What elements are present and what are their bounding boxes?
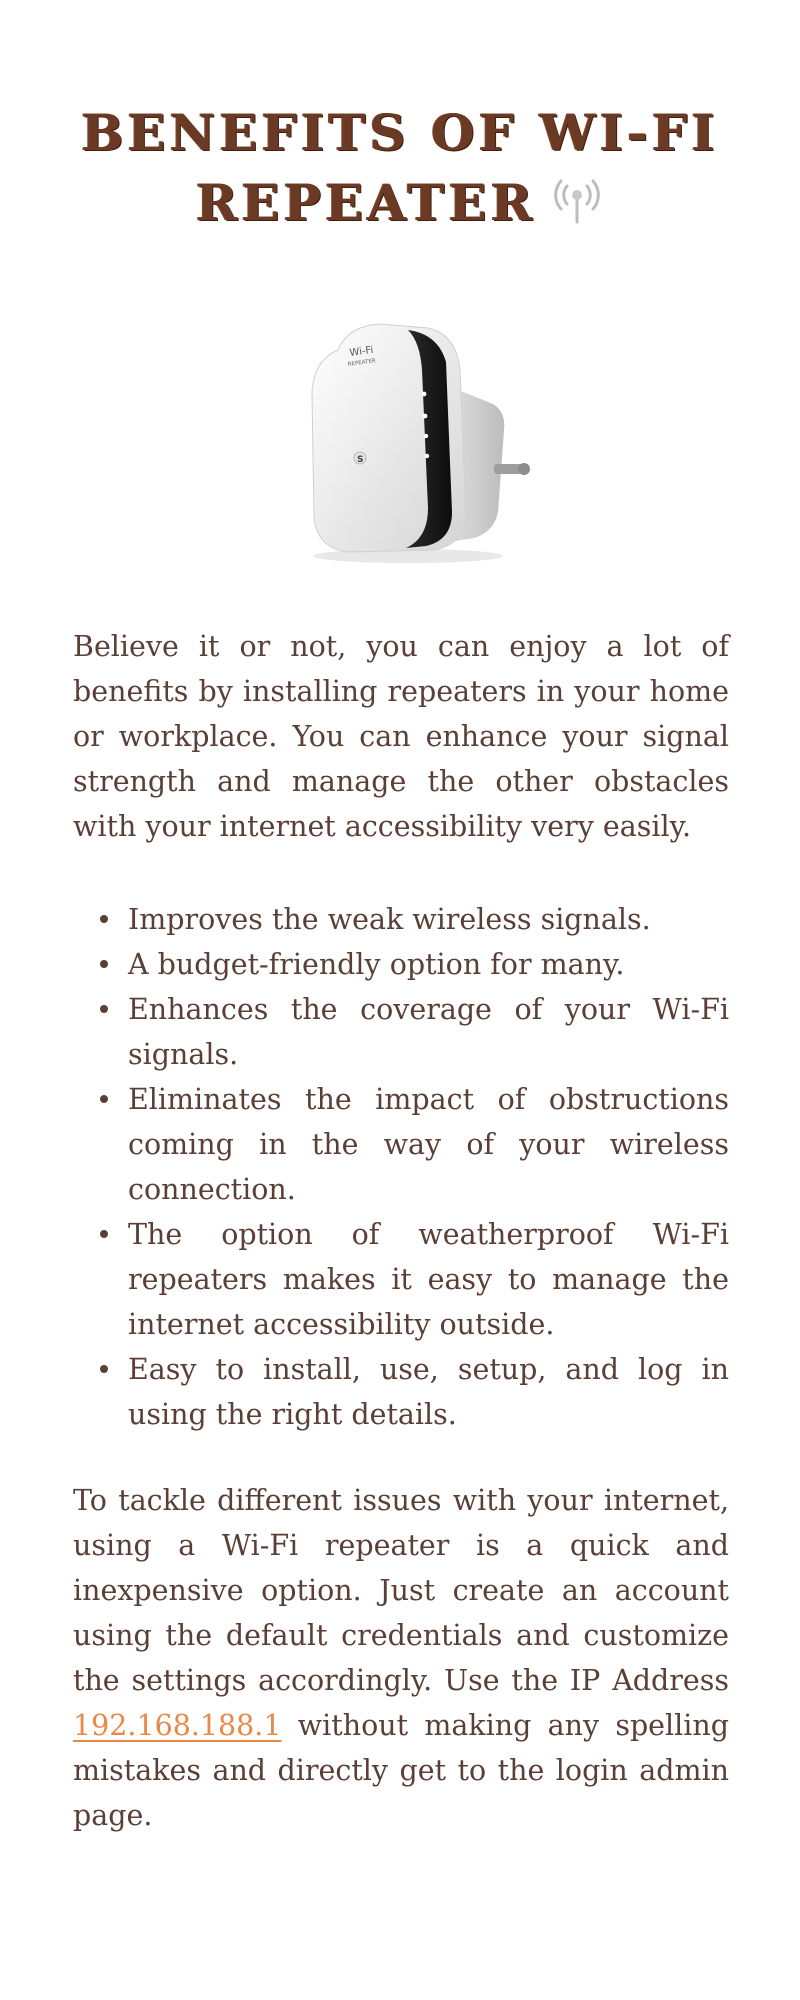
title-line-2-text: REPEATER: [195, 173, 537, 232]
ip-address-link[interactable]: 192.168.188.1: [73, 1709, 282, 1742]
benefit-item: Easy to install, use, setup, and log in using the right details.: [128, 1347, 729, 1437]
benefit-item: Eliminates the impact of obstructions coming in the way of your wireless connection.: [128, 1077, 729, 1212]
benefits-list: [73, 897, 729, 1437]
device-label-wifi: Wi-Fi: [348, 344, 375, 359]
benefit-item: Enhances the coverage of your Wi-Fi signals.: [128, 987, 729, 1077]
benefit-item: Improves the weak wireless signals.: [128, 897, 729, 942]
intro-paragraph: Believe it or not, you can enjoy a lot of benefits by installing repeaters in your home or workplace. You can enhance your signal strength and manage the other obstacles with your internet accessibility very easily.: [73, 630, 729, 843]
device-label-repeater: REPEATER: [347, 358, 377, 368]
outro-text-before-link: To tackle different issues with your internet, using a Wi-Fi repeater is a quick and inexpensive option. Just create an account using the default credentials and customize the settings accordingly. Use the IP Address: [73, 1484, 729, 1697]
device-button-glyph: S: [357, 455, 364, 465]
outro-paragraph: [73, 1478, 729, 1838]
wifi-antenna-icon: [550, 172, 604, 226]
benefit-item: The option of weatherproof Wi-Fi repeaters makes it easy to manage the internet accessibility outside.: [128, 1212, 729, 1347]
wifi-repeater-image: [288, 312, 538, 567]
outro-text-after-link: without making any spelling mistakes and directly get to the login admin page.: [73, 1709, 729, 1832]
title-line-1: BENEFITS OF WI-FI: [81, 103, 719, 162]
benefit-item: A budget-friendly option for many.: [128, 942, 729, 987]
page-title: [60, 98, 740, 238]
title-line-2: [60, 168, 740, 238]
